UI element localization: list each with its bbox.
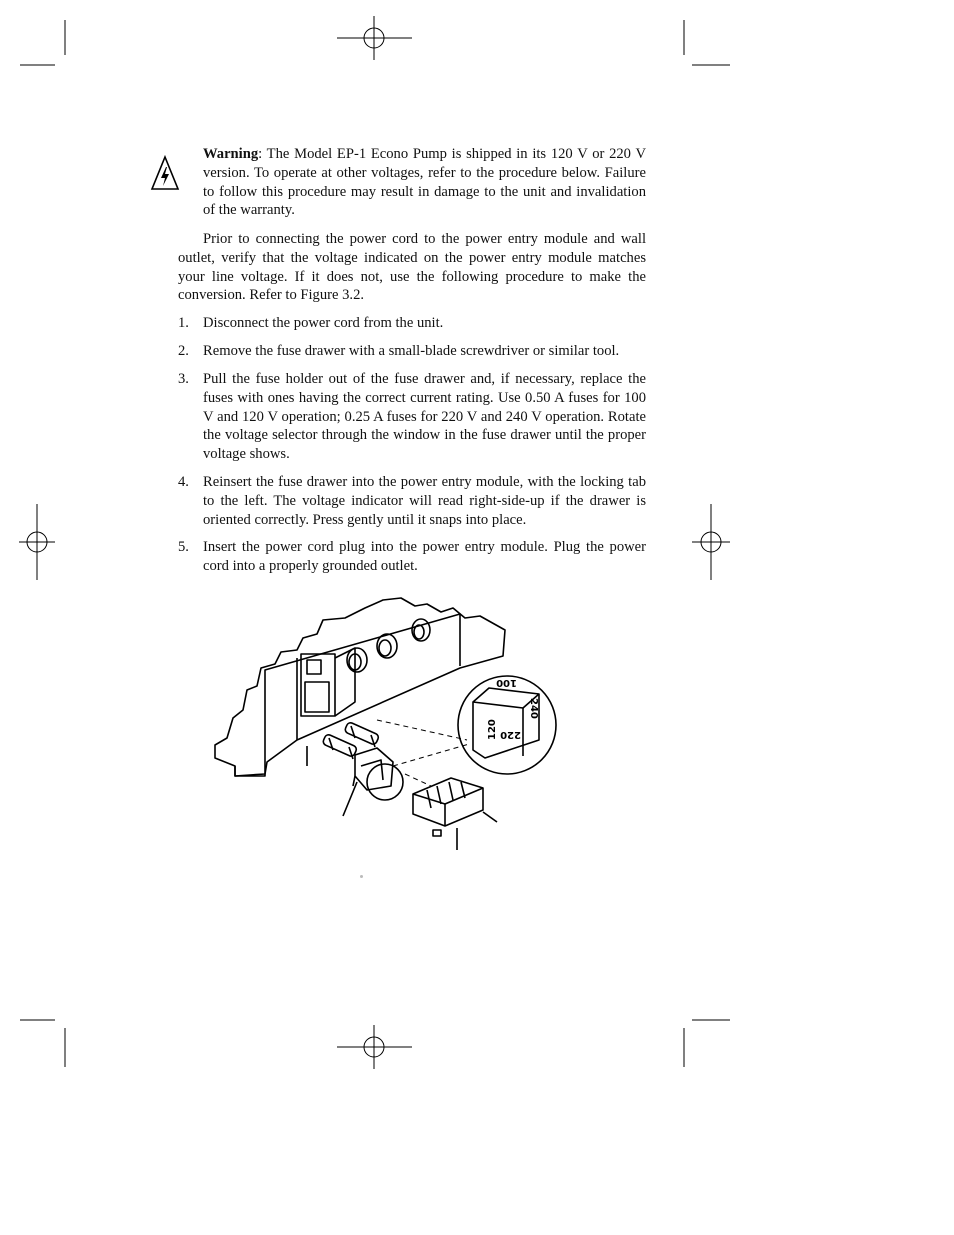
step-text: Pull the fuse holder out of the fuse drawer and, if necessary, replace the fuses with ones having the correct current rating. Use 0.50 A fuses for 100 V and 120 V operation; 0.25 A fuses for 220 V and 240 V operation. Rotate the voltage selector through the window in the fuse drawer until the proper voltage shows. <box>203 371 646 463</box>
warning-triangle-icon <box>150 155 180 191</box>
voltage-100: 100 <box>496 677 517 688</box>
warning-text: : The Model EP-1 Econo Pump is shipped in its 120 V or 220 V version. To operate at other voltages, refer to the procedure below. Failure to follow this procedure may result in damage to the unit and invalidation of the warranty. <box>203 146 646 219</box>
step-number: 5. <box>178 539 189 555</box>
step-number: 4. <box>178 474 189 490</box>
warning-label: Warning <box>203 146 259 162</box>
fuse-drawer <box>413 778 483 836</box>
voltage-240: 240 <box>528 698 539 719</box>
fuse-holder <box>353 748 403 800</box>
step-number: 2. <box>178 343 189 359</box>
port-hole <box>377 634 397 658</box>
voltage-120: 120 <box>487 719 498 740</box>
stray-mark <box>360 875 363 878</box>
power-entry-module-figure <box>205 590 565 860</box>
step-3 <box>178 370 646 464</box>
intro-paragraph: Prior to connecting the power cord to the power entry module and wall outlet, verify that the voltage indicated on the power entry module matches your line voltage. If it does not, use the following procedure to make the conversion. Refer to Figure 3.2. <box>178 231 646 304</box>
fuses <box>322 722 380 759</box>
step-text: Insert the power cord plug into the power entry module. Plug the power cord into a properly grounded outlet. <box>203 539 646 574</box>
step-text: Remove the fuse drawer with a small-blade screwdriver or similar tool. <box>203 343 620 359</box>
step-2 <box>178 342 646 361</box>
module-opening <box>301 654 335 716</box>
warning-paragraph <box>203 145 646 220</box>
port-hole <box>347 648 367 672</box>
step-5 <box>178 538 646 576</box>
chassis-outline <box>215 598 505 776</box>
step-text: Disconnect the power cord from the unit. <box>203 315 444 331</box>
step-number: 1. <box>178 315 189 331</box>
step-text: Reinsert the fuse drawer into the power entry module, with the locking tab to the left. The voltage indicator will read right-side-up if the drawer is oriented correctly. Press gently until it snaps into place. <box>203 474 646 528</box>
step-1 <box>178 314 646 333</box>
step-number: 3. <box>178 371 189 387</box>
voltage-220: 220 <box>500 729 521 740</box>
step-4 <box>178 473 646 529</box>
